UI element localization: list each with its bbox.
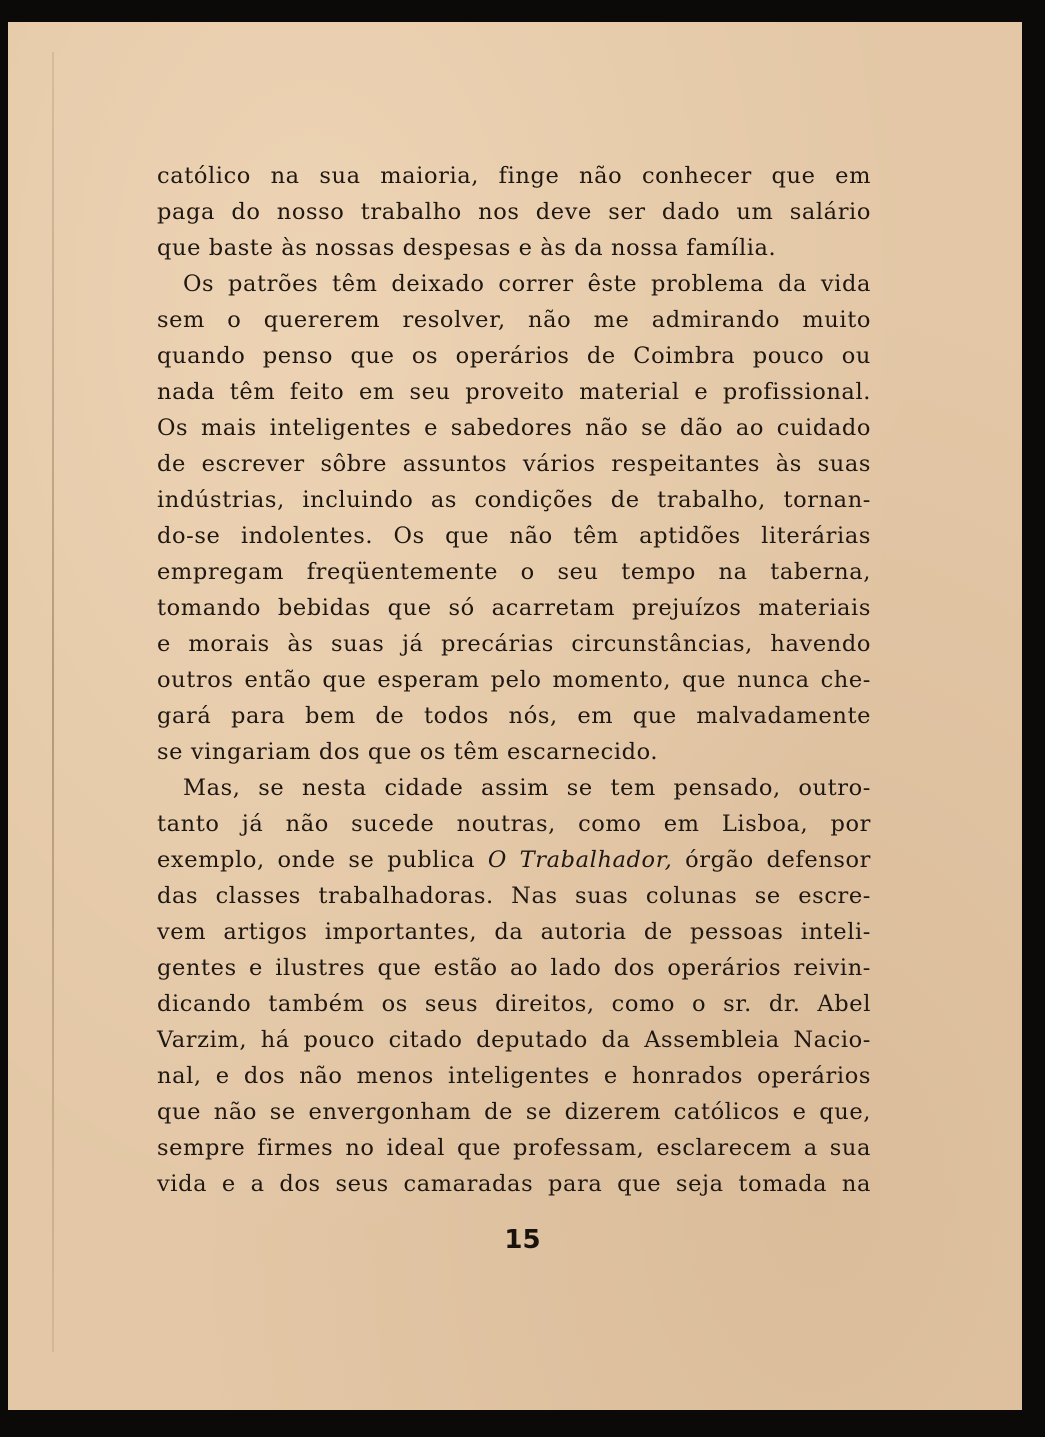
text-line: nal, e dos não menos inteligentes e honrados operários — [157, 1063, 871, 1089]
text-line: Os mais inteligentes e sabedores não se dão ao cuidado — [157, 415, 871, 441]
text-segment: órgão defensor — [672, 847, 872, 873]
publication-title: O Trabalhador, — [487, 847, 673, 873]
text-line: Varzim, há pouco citado deputado da Assembleia Nacio- — [157, 1027, 871, 1053]
text-line: outros então que esperam pelo momento, que nunca che- — [157, 667, 871, 693]
page-fold-shadow — [52, 52, 54, 1352]
text-line: Mas, se nesta cidade assim se tem pensado, outro- — [183, 775, 871, 801]
text-line: sem o quererem resolver, não me admirando muito — [157, 307, 871, 333]
text-line: gará para bem de todos nós, em que malvadamente — [157, 703, 871, 729]
text-line: tomando bebidas que só acarretam prejuízos materiais — [157, 595, 871, 621]
text-segment: exemplo, onde se publica — [157, 847, 488, 873]
text-line: vida e a dos seus camaradas para que seja tomada na — [157, 1171, 871, 1197]
text-line: paga do nosso trabalho nos deve ser dado um salário — [157, 199, 871, 225]
text-line: de escrever sôbre assuntos vários respeitantes às suas — [157, 451, 871, 477]
page-number: 15 — [504, 1225, 541, 1255]
text-line: católico na sua maioria, finge não conhecer que em — [157, 163, 871, 189]
text-line: que não se envergonham de se dizerem católicos e que, — [157, 1099, 871, 1125]
text-line: gentes e ilustres que estão ao lado dos operários reivin- — [157, 955, 871, 981]
text-line: tanto já não sucede noutras, como em Lisboa, por — [157, 811, 871, 837]
text-line: dicando também os seus direitos, como o sr. dr. Abel — [157, 991, 871, 1017]
text-line: vem artigos importantes, da autoria de pessoas inteli- — [157, 919, 871, 945]
text-line: sempre firmes no ideal que professam, esclarecem a sua — [157, 1135, 871, 1161]
text-line: e morais às suas já precárias circunstâncias, havendo — [157, 631, 871, 657]
text-line: se vingariam dos que os têm escarnecido. — [157, 739, 659, 765]
text-line: das classes trabalhadoras. Nas suas colunas se escre- — [157, 883, 871, 909]
text-line — [157, 842, 871, 878]
text-line: empregam freqüentemente o seu tempo na taberna, — [157, 559, 871, 585]
text-line: Os patrões têm deixado correr êste problema da vida — [183, 271, 871, 297]
text-line: do-se indolentes. Os que não têm aptidões literárias — [157, 523, 871, 549]
text-line: indústrias, incluindo as condições de trabalho, tornan- — [157, 487, 871, 513]
text-line: nada têm feito em seu proveito material e profissional. — [157, 379, 871, 405]
text-line: que baste às nossas despesas e às da nossa família. — [157, 235, 777, 261]
text-line: quando penso que os operários de Coimbra pouco ou — [157, 343, 871, 369]
body-text — [157, 158, 871, 1202]
